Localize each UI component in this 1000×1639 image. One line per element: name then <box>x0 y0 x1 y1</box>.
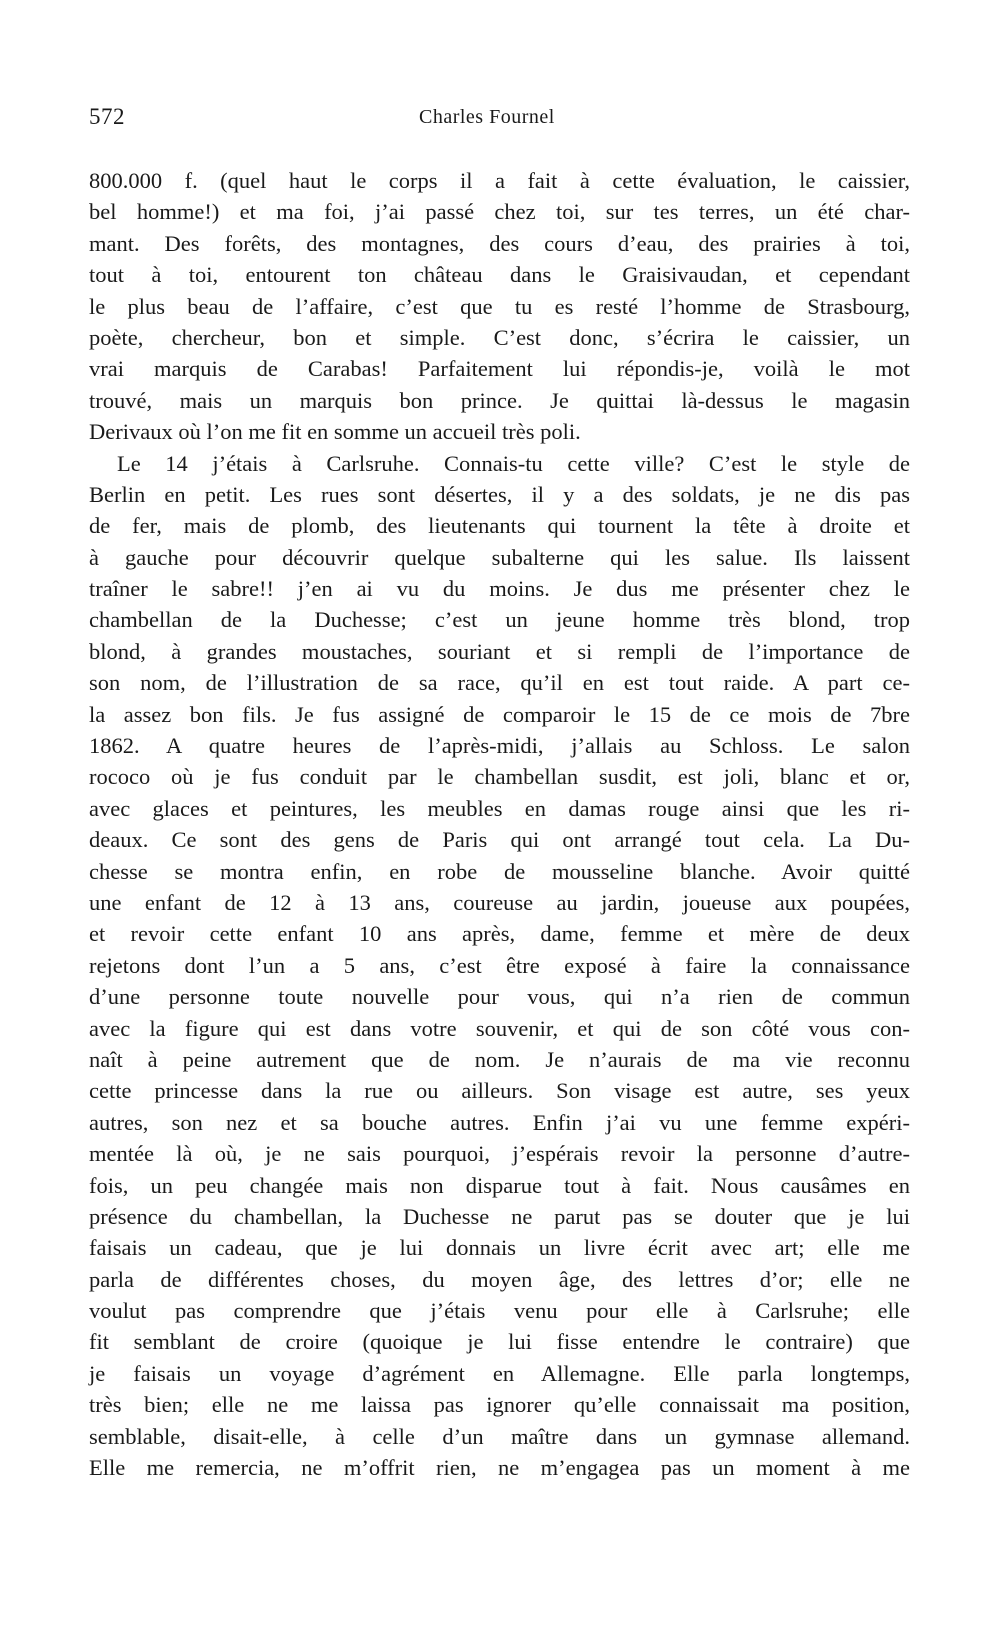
text-line: chambellan de la Duchesse; c’est un jeune homme très blond, trop <box>89 607 910 633</box>
text-line: autres, son nez et sa bouche autres. Enfin j’ai vu une femme expéri- <box>89 1109 910 1135</box>
text-line: vrai marquis de Carabas! Parfaitement lui répondis-je, voilà le mot <box>89 356 910 382</box>
text-line: deaux. Ce sont des gens de Paris qui ont arrangé tout cela. La Du- <box>89 827 910 853</box>
text-line: présence du chambellan, la Duchesse ne parut pas se douter que je lui <box>89 1203 910 1229</box>
text-line: et revoir cette enfant 10 ans après, dame, femme et mère de deux <box>89 921 910 947</box>
text-line: Derivaux où l’on me fit en somme un accueil très poli. <box>89 419 581 445</box>
text-line: Le 14 j’étais à Carlsruhe. Connais-tu cette ville? C’est le style de <box>117 450 910 476</box>
text-line: 1862. A quatre heures de l’après-midi, j’allais au Schloss. Le salon <box>89 733 910 759</box>
text-line: bel homme!) et ma foi, j’ai passé chez toi, sur tes terres, un été char- <box>89 199 910 225</box>
text-line: cette princesse dans la rue ou ailleurs. Son visage est autre, ses yeux <box>89 1078 910 1104</box>
text-line: chesse se montra enfin, en robe de mousseline blanche. Avoir quitté <box>89 858 910 884</box>
text-line: avec glaces et peintures, les meubles en damas rouge ainsi que les ri- <box>89 795 910 821</box>
text-line: très bien; elle ne me laissa pas ignorer qu’elle connaissait ma position, <box>89 1392 910 1418</box>
text-line: son nom, de l’illustration de sa race, qu’il en est tout raide. A part ce- <box>89 670 910 696</box>
text-line: trouvé, mais un marquis bon prince. Je quittai là-dessus le magasin <box>89 387 910 413</box>
text-line: blond, à grandes moustaches, souriant et si rempli de l’importance de <box>89 638 910 664</box>
text-line: à gauche pour découvrir quelque subalterne qui les salue. Ils laissent <box>89 544 910 570</box>
text-line: la assez bon fils. Je fus assigné de comparoir le 15 de ce mois de 7bre <box>89 701 910 727</box>
text-line: 800.000 f. (quel haut le corps il a fait à cette évaluation, le caissier, <box>89 168 910 193</box>
text-line: de fer, mais de plomb, des lieutenants qui tournent la tête à droite et <box>89 513 910 539</box>
text-line: Elle me remercia, ne m’offrit rien, ne m’engagea pas un moment à me <box>89 1455 910 1481</box>
text-line: traîner le sabre!! j’en ai vu du moins. Je dus me présenter chez le <box>89 576 910 602</box>
text-line: le plus beau de l’affaire, c’est que tu es resté l’homme de Strasbourg, <box>89 293 910 319</box>
text-line: je faisais un voyage d’agrément en Allemagne. Elle parla longtemps, <box>89 1360 910 1386</box>
text-line: d’une personne toute nouvelle pour vous, qui n’a rien de commun <box>89 984 910 1010</box>
text-line: fit semblant de croire (quoique je lui fisse entendre le contraire) que <box>89 1329 910 1355</box>
text-line: avec la figure qui est dans votre souvenir, et qui de son côté vous con- <box>89 1015 910 1041</box>
text-line: tout à toi, entourent ton château dans le Graisivaudan, et cependant <box>89 262 910 288</box>
text-line: semblable, disait-elle, à celle d’un maître dans un gymnase allemand. <box>89 1423 910 1449</box>
running-head: Charles Fournel <box>419 106 555 128</box>
text-line: parla de différentes choses, du moyen âge, des lettres d’or; elle ne <box>89 1266 910 1292</box>
text-line: faisais un cadeau, que je lui donnais un livre écrit avec art; elle me <box>89 1235 910 1261</box>
page-header <box>89 104 910 138</box>
text-line: mant. Des forêts, des montagnes, des cours d’eau, des prairies à toi, <box>89 230 910 256</box>
body-text <box>89 165 910 1483</box>
text-line: rejetons dont l’un a 5 ans, c’est être exposé à faire la connaissance <box>89 952 910 978</box>
text-line: Berlin en petit. Les rues sont désertes, il y a des soldats, je ne dis pas <box>89 481 910 507</box>
text-line: rococo où je fus conduit par le chambellan susdit, est joli, blanc et or, <box>89 764 910 790</box>
text-line: naît à peine autrement que de nom. Je n’aurais de ma vie reconnu <box>89 1046 910 1072</box>
text-line: poète, chercheur, bon et simple. C’est donc, s’écrira le caissier, un <box>89 324 910 350</box>
page-number: 572 <box>89 104 125 129</box>
text-line: mentée là où, je ne sais pourquoi, j’espérais revoir la personne d’autre- <box>89 1141 910 1167</box>
text-line: fois, un peu changée mais non disparue tout à fait. Nous causâmes en <box>89 1172 910 1198</box>
text-line: une enfant de 12 à 13 ans, coureuse au jardin, joueuse aux poupées, <box>89 889 910 915</box>
text-line: voulut pas comprendre que j’étais venu pour elle à Carlsruhe; elle <box>89 1298 910 1324</box>
